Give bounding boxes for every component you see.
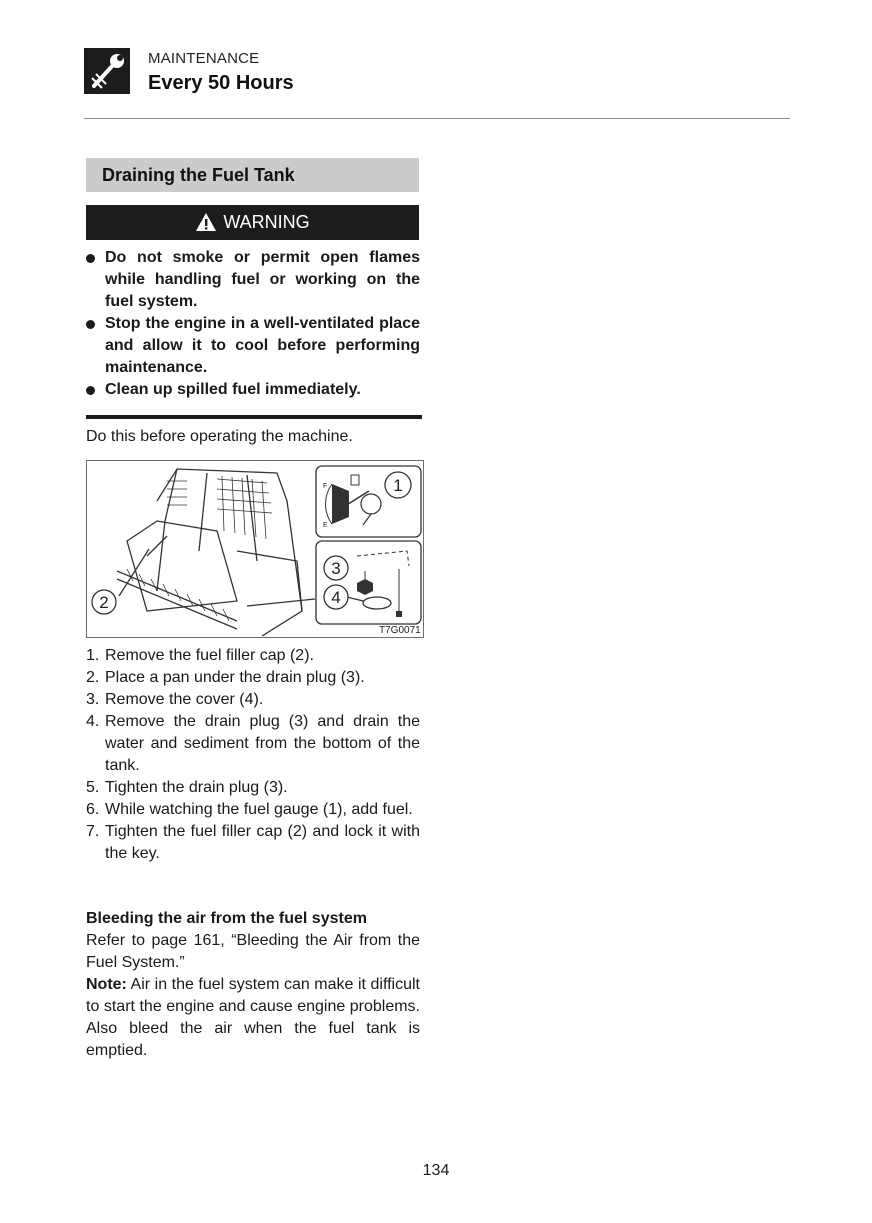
warning-triangle-icon [195, 212, 217, 232]
figure-callout: 2 [99, 593, 109, 612]
figure-callout: 1 [393, 476, 403, 495]
figure-code: T7G0071 [379, 625, 421, 636]
figure-callout: 3 [331, 559, 341, 578]
warning-divider [86, 415, 422, 419]
page-reference: Refer to page 161, “Bleeding the Air from the Fuel System.” [86, 932, 420, 971]
machine-figure [86, 460, 424, 638]
gauge-full-label: F [323, 483, 328, 490]
note-text: Air in the fuel system can make it difficult to start the engine and cause engine problems. Also bleed the air when the fuel tank is emptied. [86, 976, 420, 1059]
list-item: 6. While watching the fuel gauge (1), add fuel. [86, 801, 413, 818]
warning-item: Do not smoke or permit open flames while handling fuel or working on the fuel system. [86, 247, 420, 313]
list-item: 7. Tighten the fuel filler cap (2) and lock it with the key. [86, 823, 420, 862]
page-title: Every 50 Hours [148, 72, 294, 94]
figure-callout: 4 [331, 588, 341, 607]
header-divider [84, 118, 790, 119]
note-label: Note: [86, 976, 127, 993]
warning-label: WARNING [223, 212, 310, 232]
procedure-steps [86, 645, 420, 865]
warning-item: Clean up spilled fuel immediately. [86, 379, 420, 401]
wrench-icon [84, 48, 130, 94]
gauge-empty-label: E [323, 522, 328, 529]
warning-list [86, 247, 420, 401]
subsection-heading: Bleeding the air from the fuel system [86, 910, 367, 927]
intro-text: Do this before operating the machine. [86, 428, 353, 445]
note-paragraph [86, 974, 420, 1062]
warning-item: Stop the engine in a well-ventilated place and allow it to cool before performing maintenance. [86, 313, 420, 379]
page-number: 134 [422, 1162, 450, 1179]
list-item: 4. Remove the drain plug (3) and drain the water and sediment from the bottom of the tank. [86, 713, 420, 774]
warning-banner [86, 205, 419, 240]
section-title: Draining the Fuel Tank [86, 158, 419, 192]
list-item: 1. Remove the fuel filler cap (2). [86, 647, 314, 664]
header-section-label: MAINTENANCE [148, 50, 260, 67]
list-item: 2. Place a pan under the drain plug (3). [86, 669, 365, 686]
list-item: 3. Remove the cover (4). [86, 691, 264, 708]
list-item: 5. Tighten the drain plug (3). [86, 779, 288, 796]
